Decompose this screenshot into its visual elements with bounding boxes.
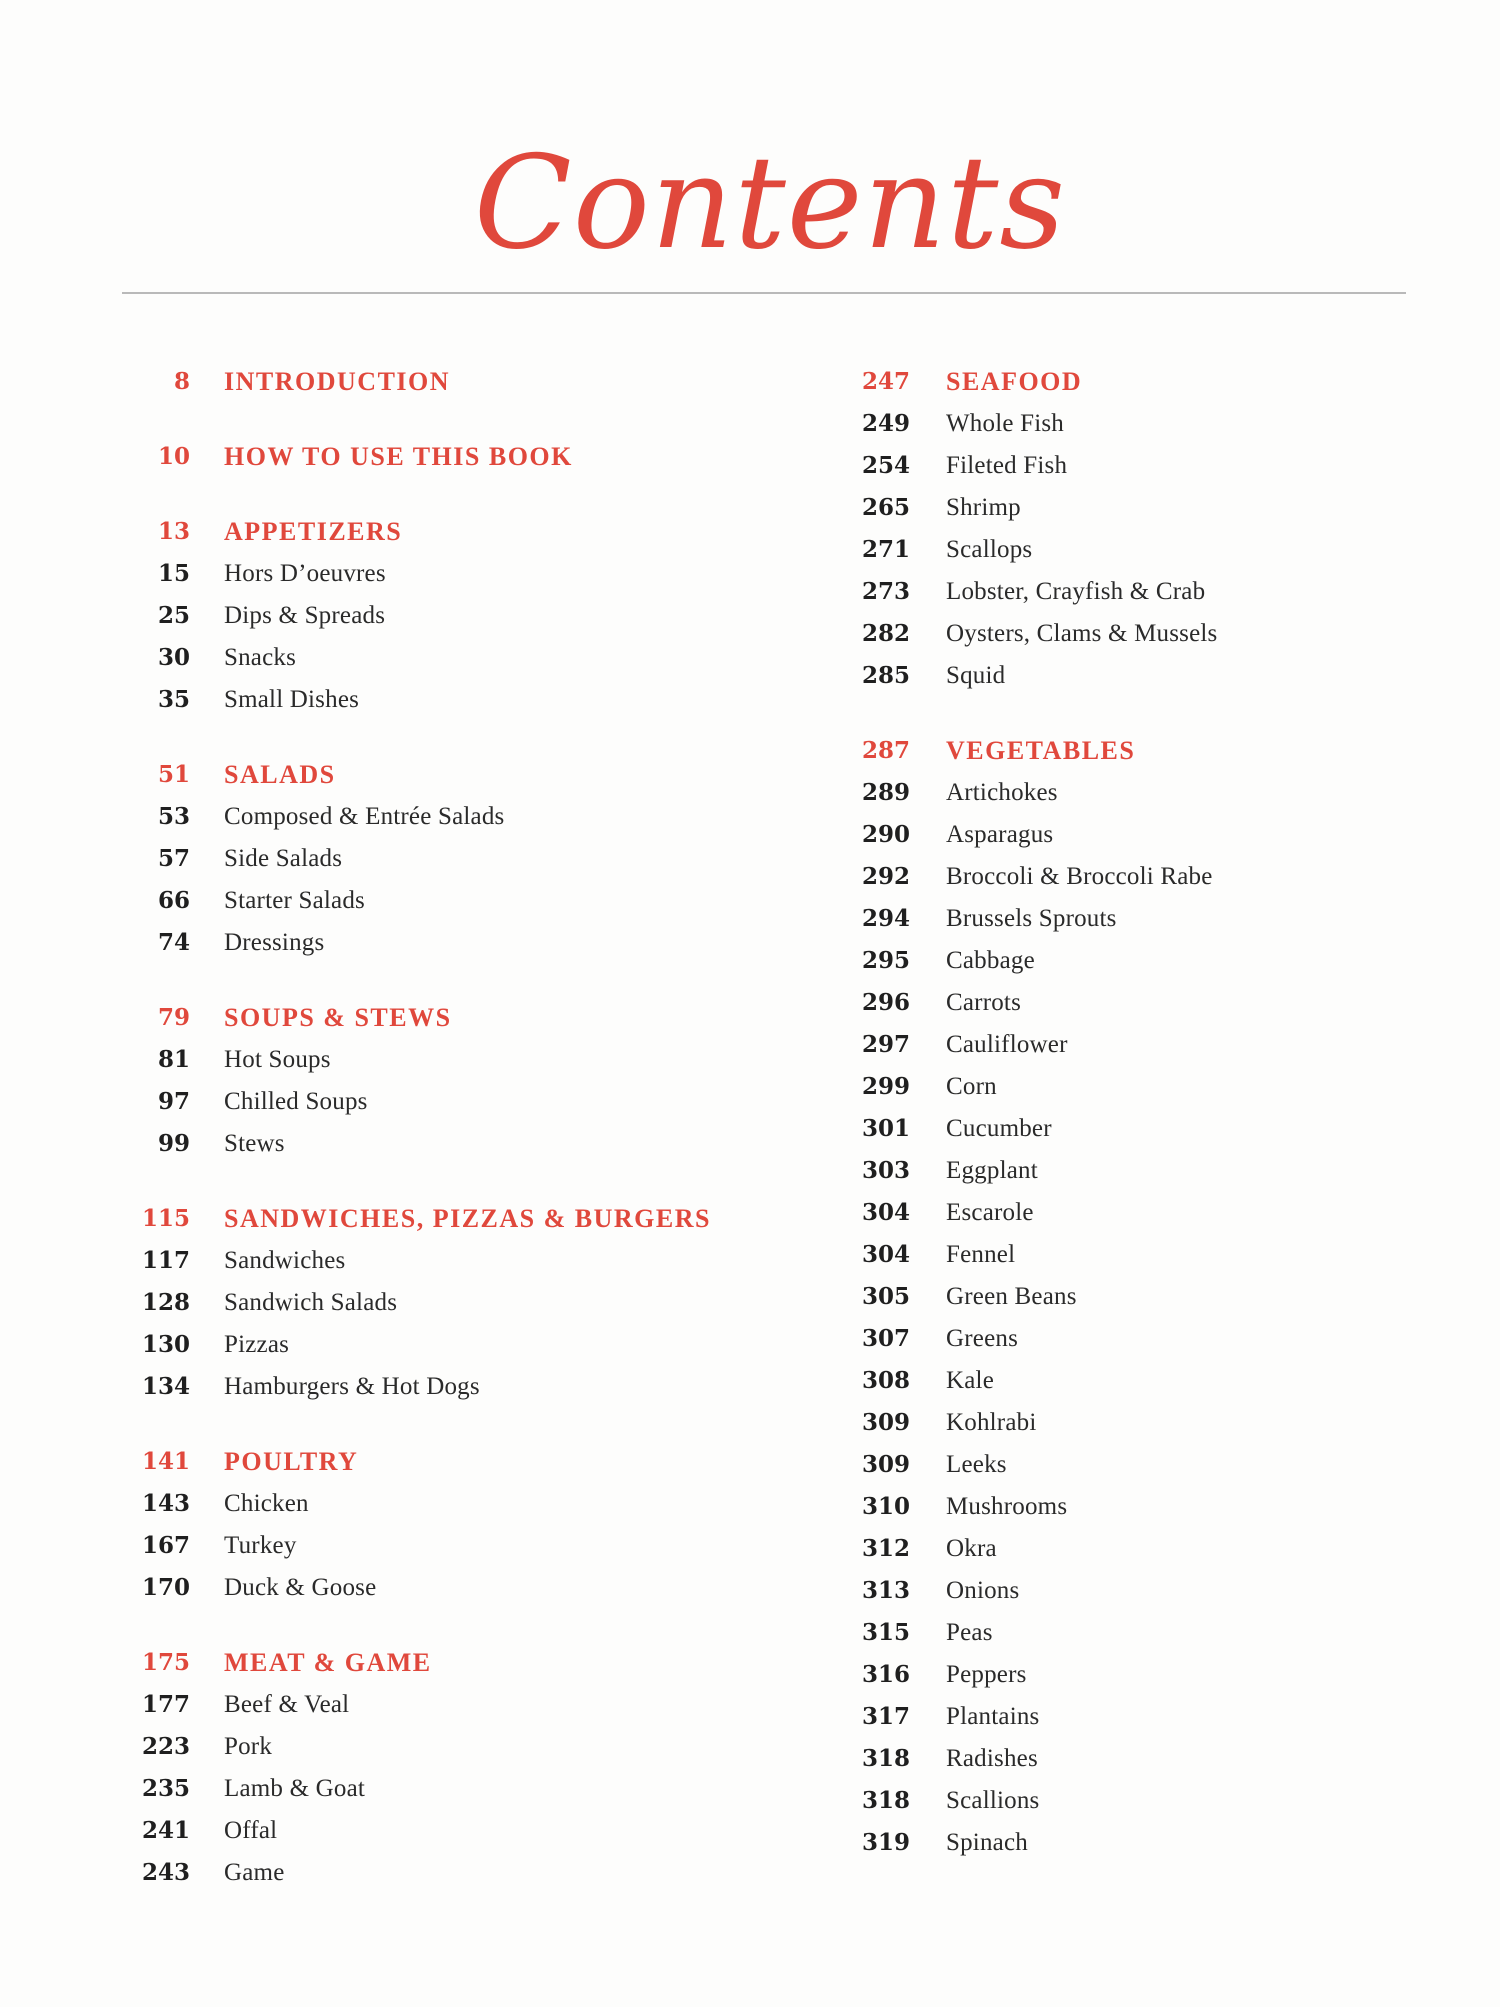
toc-label: Stews bbox=[224, 1130, 285, 1157]
toc-page-number: 271 bbox=[861, 536, 910, 563]
toc-label: Oysters, Clams & Mussels bbox=[946, 620, 1218, 647]
toc-entry bbox=[0, 1487, 1500, 1527]
toc-page-number: 318 bbox=[861, 1787, 910, 1814]
toc-page-number: 289 bbox=[861, 779, 910, 806]
toc-label: Offal bbox=[224, 1817, 278, 1844]
toc-entry bbox=[0, 1361, 1500, 1401]
toc-page-number: 97 bbox=[157, 1088, 190, 1115]
toc-label: MEAT & GAME bbox=[224, 1648, 432, 1677]
toc-label: Lamb & Goat bbox=[224, 1775, 366, 1802]
toc-entry bbox=[0, 983, 1500, 1023]
toc-entry bbox=[0, 1403, 1500, 1443]
toc-label: POULTRY bbox=[224, 1447, 359, 1476]
toc-page-number: 243 bbox=[141, 1859, 190, 1886]
toc-label: Whole Fish bbox=[946, 410, 1064, 437]
toc-page-number: 273 bbox=[861, 578, 910, 605]
toc-page-number: 299 bbox=[861, 1073, 910, 1100]
toc-entry bbox=[0, 1319, 1500, 1359]
toc-label: Shrimp bbox=[946, 494, 1021, 521]
toc-page-number: 128 bbox=[141, 1289, 190, 1316]
toc-page-number: 25 bbox=[157, 602, 190, 629]
toc-entry bbox=[0, 1151, 1500, 1191]
toc-label: Turkey bbox=[224, 1532, 297, 1559]
toc-page-number: 285 bbox=[861, 662, 910, 689]
toc-entry bbox=[0, 488, 1500, 528]
toc-page-number: 301 bbox=[861, 1115, 910, 1142]
toc-entry bbox=[0, 1445, 1500, 1485]
toc-page-number: 307 bbox=[861, 1325, 910, 1352]
toc-label: Sandwiches bbox=[224, 1247, 346, 1274]
toc-entry bbox=[0, 614, 1500, 654]
toc-page-number: 315 bbox=[861, 1619, 910, 1646]
toc-page-number: 177 bbox=[141, 1691, 190, 1718]
toc-entry bbox=[0, 1067, 1500, 1107]
toc-page-number: 117 bbox=[141, 1247, 190, 1274]
toc-page-number: 175 bbox=[141, 1649, 190, 1676]
toc-label: SEAFOOD bbox=[946, 367, 1083, 396]
toc-label: Corn bbox=[946, 1073, 997, 1100]
toc-label: Hamburgers & Hot Dogs bbox=[224, 1373, 480, 1400]
toc-page-number: 292 bbox=[861, 863, 910, 890]
toc-page-number: 241 bbox=[141, 1817, 190, 1844]
toc-page-number: 304 bbox=[861, 1241, 910, 1268]
toc-page-number: 51 bbox=[157, 761, 190, 788]
toc-label: Cauliflower bbox=[946, 1031, 1068, 1058]
toc-page-number: 13 bbox=[157, 518, 190, 545]
toc-section-heading bbox=[0, 362, 1500, 402]
toc-label: Peas bbox=[946, 1619, 993, 1646]
toc-page-number: 282 bbox=[861, 620, 910, 647]
title-divider bbox=[122, 292, 1406, 294]
toc-label: Duck & Goose bbox=[224, 1574, 377, 1601]
toc-page-number: 143 bbox=[141, 1490, 190, 1517]
toc-label: Sandwich Salads bbox=[224, 1289, 398, 1316]
toc-label: Scallions bbox=[946, 1787, 1040, 1814]
toc-entry bbox=[0, 656, 1500, 696]
toc-label: Fileted Fish bbox=[946, 452, 1068, 479]
toc-label: Game bbox=[224, 1859, 285, 1886]
toc-label: Starter Salads bbox=[224, 887, 365, 914]
toc-label: APPETIZERS bbox=[224, 517, 403, 546]
toc-page-number: 287 bbox=[861, 737, 910, 764]
toc-label: Squid bbox=[946, 662, 1006, 689]
toc-label: HOW TO USE THIS BOOK bbox=[224, 442, 573, 471]
toc-label: Scallops bbox=[946, 536, 1033, 563]
toc-page-number: 295 bbox=[861, 947, 910, 974]
toc-page-number: 79 bbox=[157, 1004, 190, 1031]
toc-page-number: 141 bbox=[141, 1448, 190, 1475]
toc-page-number: 319 bbox=[861, 1829, 910, 1856]
toc-page-number: 316 bbox=[861, 1661, 910, 1688]
toc-label: Kohlrabi bbox=[946, 1409, 1037, 1436]
toc-label: SALADS bbox=[224, 760, 336, 789]
toc-page-number: 313 bbox=[861, 1577, 910, 1604]
toc-label: Brussels Sprouts bbox=[946, 905, 1117, 932]
toc-label: Leeks bbox=[946, 1451, 1007, 1478]
toc-page-number: 130 bbox=[141, 1331, 190, 1358]
toc-label: Plantains bbox=[946, 1703, 1040, 1730]
toc-entry bbox=[0, 1613, 1500, 1653]
toc-label: VEGETABLES bbox=[946, 736, 1136, 765]
toc-label: Broccoli & Broccoli Rabe bbox=[946, 863, 1213, 890]
toc-label: Dips & Spreads bbox=[224, 602, 386, 629]
toc-label: Escarole bbox=[946, 1199, 1034, 1226]
toc-label: Pork bbox=[224, 1733, 273, 1760]
toc-entry bbox=[0, 446, 1500, 486]
toc-entry bbox=[0, 773, 1500, 813]
toc-label: Greens bbox=[946, 1325, 1019, 1352]
toc-label: Pizzas bbox=[224, 1331, 290, 1358]
toc-page-number: 318 bbox=[861, 1745, 910, 1772]
toc-label: Lobster, Crayfish & Crab bbox=[946, 578, 1206, 605]
toc-page-number: 74 bbox=[157, 929, 190, 956]
toc-entry bbox=[0, 1823, 1500, 1863]
toc-label: Beef & Veal bbox=[224, 1691, 350, 1718]
toc-label: Hot Soups bbox=[224, 1046, 331, 1073]
toc-page-number: 99 bbox=[157, 1130, 190, 1157]
toc-entry bbox=[0, 1655, 1500, 1695]
toc-entry bbox=[0, 1571, 1500, 1611]
toc-label: Snacks bbox=[224, 644, 297, 671]
toc-label: Hors D’oeuvres bbox=[224, 560, 386, 587]
toc-label: Small Dishes bbox=[224, 686, 360, 713]
toc-page-number: 81 bbox=[157, 1046, 190, 1073]
toc-label: SANDWICHES, PIZZAS & BURGERS bbox=[224, 1204, 711, 1233]
toc-page-number: 317 bbox=[861, 1703, 910, 1730]
toc-label: Artichokes bbox=[946, 779, 1058, 806]
toc-page-number: 15 bbox=[157, 560, 190, 587]
toc-label: Radishes bbox=[946, 1745, 1038, 1772]
toc-label: Chilled Soups bbox=[224, 1088, 368, 1115]
toc-label: Onions bbox=[946, 1577, 1020, 1604]
toc-entry bbox=[0, 572, 1500, 612]
toc-entry bbox=[0, 857, 1500, 897]
toc-page-number: 290 bbox=[861, 821, 910, 848]
toc-entry bbox=[0, 1277, 1500, 1317]
toc-entry bbox=[0, 941, 1500, 981]
toc-label: Okra bbox=[946, 1535, 997, 1562]
toc-page-number: 53 bbox=[157, 803, 190, 830]
toc-page-number: 170 bbox=[141, 1574, 190, 1601]
toc-label: Kale bbox=[946, 1367, 994, 1394]
toc-page-number: 310 bbox=[861, 1493, 910, 1520]
toc-page-number: 8 bbox=[173, 368, 190, 395]
toc-section-heading bbox=[0, 731, 1500, 771]
toc-page-number: 303 bbox=[861, 1157, 910, 1184]
toc-label: Side Salads bbox=[224, 845, 343, 872]
toc-page-number: 167 bbox=[141, 1532, 190, 1559]
toc-entry bbox=[0, 1025, 1500, 1065]
toc-page-number: 10 bbox=[157, 443, 190, 470]
toc-label: Spinach bbox=[946, 1829, 1028, 1856]
toc-label: INTRODUCTION bbox=[224, 367, 451, 396]
toc-page-number: 305 bbox=[861, 1283, 910, 1310]
toc-page-number: 57 bbox=[157, 845, 190, 872]
toc-page-number: 115 bbox=[141, 1205, 190, 1232]
toc-entry bbox=[0, 530, 1500, 570]
toc-entry bbox=[0, 1529, 1500, 1569]
toc-page-number: 235 bbox=[141, 1775, 190, 1802]
toc-page-number: 134 bbox=[141, 1373, 190, 1400]
toc-page-number: 30 bbox=[157, 644, 190, 671]
toc-page-number: 296 bbox=[861, 989, 910, 1016]
toc-page-number: 247 bbox=[861, 368, 910, 395]
toc-page-number: 254 bbox=[861, 452, 910, 479]
toc-label: Peppers bbox=[946, 1661, 1027, 1688]
toc-page-number: 304 bbox=[861, 1199, 910, 1226]
toc-entry bbox=[0, 815, 1500, 855]
toc-label: Asparagus bbox=[946, 821, 1054, 848]
toc-label: Dressings bbox=[224, 929, 325, 956]
toc-label: SOUPS & STEWS bbox=[224, 1003, 452, 1032]
toc-label: Eggplant bbox=[946, 1157, 1038, 1184]
toc-entry bbox=[0, 1781, 1500, 1821]
toc-page-number: 309 bbox=[861, 1409, 910, 1436]
toc-page-number: 297 bbox=[861, 1031, 910, 1058]
toc-page-number: 223 bbox=[141, 1733, 190, 1760]
toc-label: Composed & Entrée Salads bbox=[224, 803, 505, 830]
toc-page-number: 66 bbox=[157, 887, 190, 914]
toc-label: Green Beans bbox=[946, 1283, 1077, 1310]
page-title: Contents bbox=[473, 129, 1067, 278]
toc-page-number: 309 bbox=[861, 1451, 910, 1478]
toc-entry bbox=[0, 1235, 1500, 1275]
toc-entry bbox=[0, 1109, 1500, 1149]
toc-label: Cabbage bbox=[946, 947, 1035, 974]
toc-page-number: 265 bbox=[861, 494, 910, 521]
toc-entry bbox=[0, 1193, 1500, 1233]
toc-entry bbox=[0, 404, 1500, 444]
toc-page-number: 249 bbox=[861, 410, 910, 437]
toc-label: Chicken bbox=[224, 1490, 309, 1517]
toc-label: Mushrooms bbox=[946, 1493, 1068, 1520]
toc-page-number: 312 bbox=[861, 1535, 910, 1562]
toc-page-number: 308 bbox=[861, 1367, 910, 1394]
toc-entry bbox=[0, 1697, 1500, 1737]
toc-entry bbox=[0, 1739, 1500, 1779]
toc-label: Fennel bbox=[946, 1241, 1016, 1268]
toc-label: Carrots bbox=[946, 989, 1021, 1016]
toc-label: Cucumber bbox=[946, 1115, 1052, 1142]
toc-page-number: 294 bbox=[861, 905, 910, 932]
toc-page-number: 35 bbox=[157, 686, 190, 713]
toc-entry bbox=[0, 899, 1500, 939]
